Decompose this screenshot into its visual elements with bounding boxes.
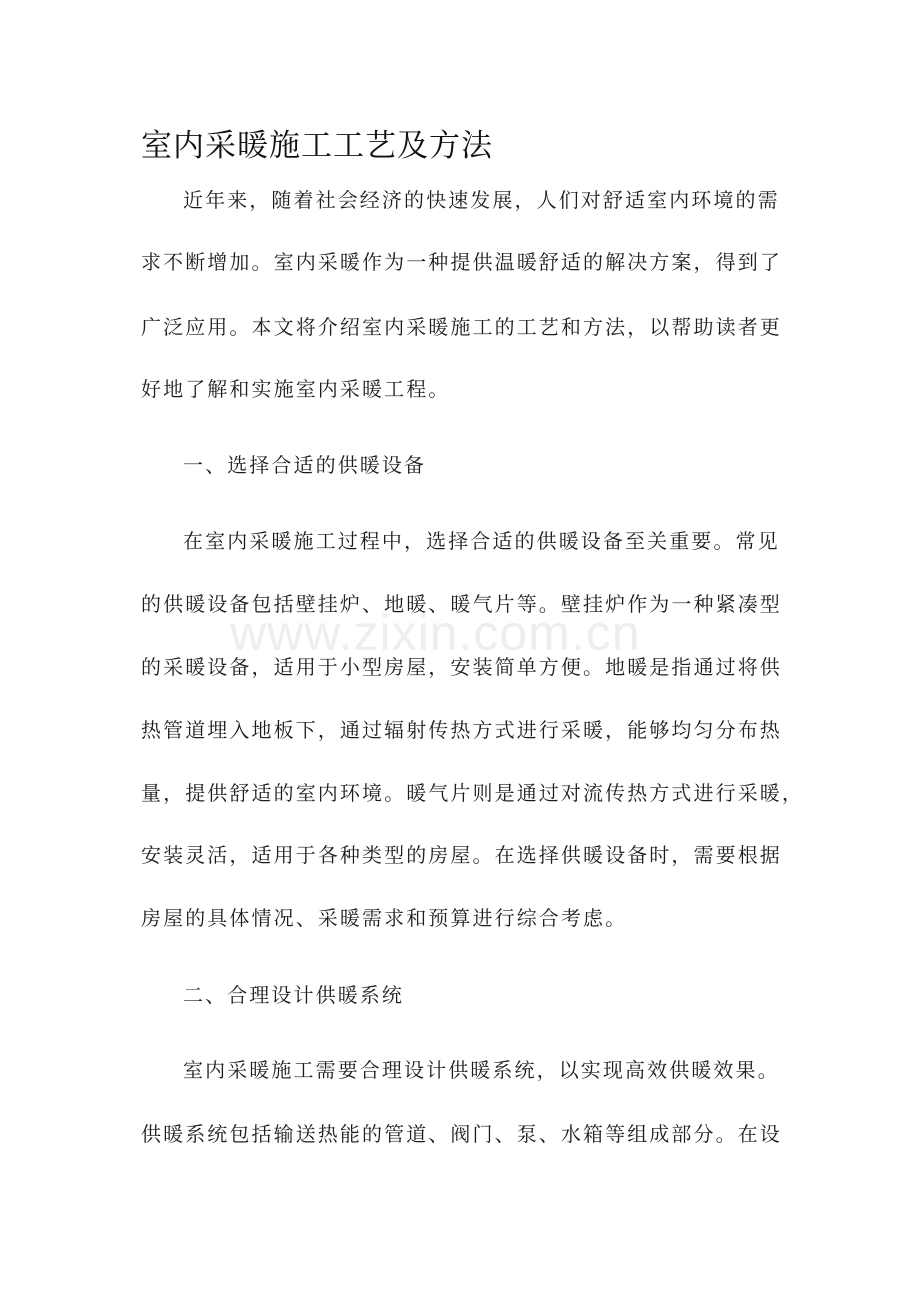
paragraph-line: 好地了解和实施室内采暖工程。 [141,377,451,401]
paragraph-line: 的采暖设备，适用于小型房屋，安装简单方便。地暖是指通过将供 [141,655,782,679]
paragraph-line: 近年来，随着社会经济的快速发展，人们对舒适室内环境的需 [183,188,780,212]
watermark: www.zixin.com.cn [230,605,641,661]
paragraph-line: 求不断增加。室内采暖作为一种提供温暖舒适的解决方案，得到了 [141,250,782,274]
paragraph-line: 的供暖设备包括壁挂炉、地暖、暖气片等。壁挂炉作为一种紧凑型 [141,592,782,616]
paragraph-line: 供暖系统包括输送热能的管道、阀门、泵、水箱等组成部分。在设 [141,1122,782,1146]
paragraph-line: 在室内采暖施工过程中，选择合适的供暖设备至关重要。常见 [183,529,780,553]
paragraph-line: 室内采暖施工需要合理设计供暖系统，以实现高效供暖效果。 [183,1058,780,1082]
document-title: 室内采暖施工工艺及方法 [141,128,493,164]
section-heading: 二、合理设计供暖系统 [183,983,404,1007]
paragraph-line: 量，提供舒适的室内环境。暖气片则是通过对流传热方式进行采暖， [141,781,804,805]
paragraph-line: 热管道埋入地板下，通过辐射传热方式进行采暖，能够均匀分布热 [141,718,782,742]
paragraph-line: 房屋的具体情况、采暖需求和预算进行综合考虑。 [141,906,628,930]
paragraph-line: 广泛应用。本文将介绍室内采暖施工的工艺和方法，以帮助读者更 [141,315,782,339]
section-heading: 一、选择合适的供暖设备 [183,453,427,477]
paragraph-line: 安装灵活，适用于各种类型的房屋。在选择供暖设备时，需要根据 [141,843,782,867]
